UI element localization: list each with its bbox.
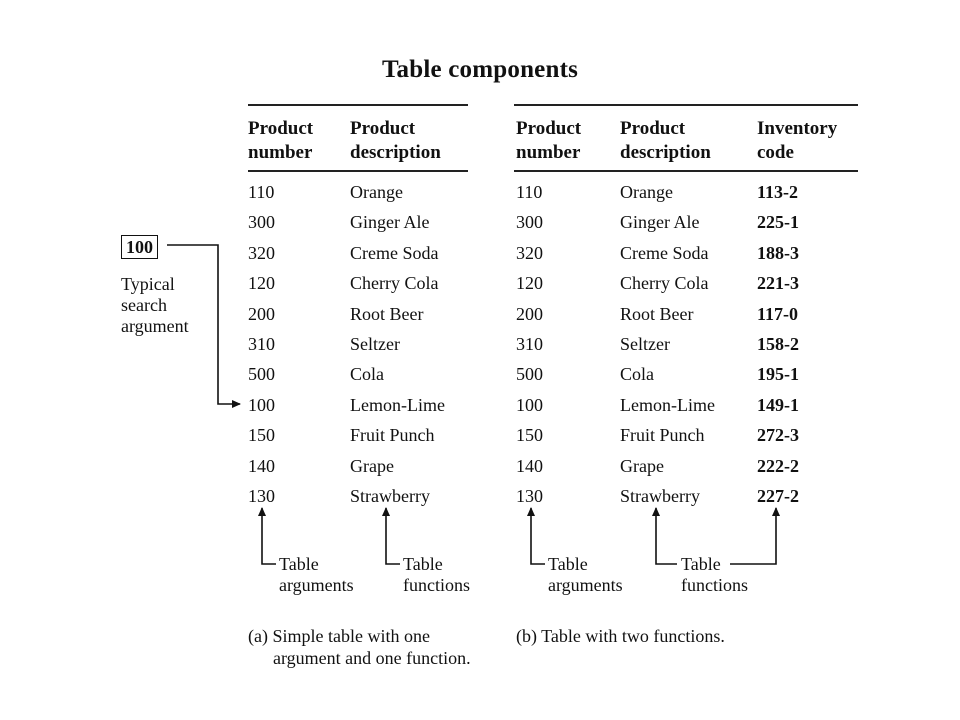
table-b-cell-r9-c2: 222-2	[757, 455, 799, 476]
table-a-cell-r3-c1: Cherry Cola	[350, 273, 439, 294]
table-b-header-product-description: Product description	[620, 118, 711, 163]
table-a-cell-r0-c0: 110	[248, 182, 275, 202]
table-a-cell-r4-c0: 200	[248, 303, 275, 324]
table-b-cell-r3-c1: Cherry Cola	[620, 273, 709, 294]
table-b-cell-r4-c2: 117-0	[757, 303, 799, 324]
diagram-title: Table components	[381, 56, 579, 83]
table-b-caption: (b) Table with two functions.	[516, 626, 725, 646]
table-b-top-rule	[514, 104, 858, 106]
table-b-cell-r4-c0: 200	[516, 303, 543, 324]
table-b-cell-r7-c1: Lemon-Lime	[620, 394, 715, 415]
table-b-cell-r8-c2: 272-3	[757, 425, 799, 446]
table-a-cell-r2-c0: 320	[248, 242, 275, 263]
table-b-cell-r10-c2: 227-2	[757, 486, 799, 506]
table-b-cell-r10-c1: Strawberry	[620, 486, 700, 506]
table-a-cell-r5-c1: Seltzer	[350, 334, 400, 354]
table-b-cell-r0-c2: 113-2	[757, 182, 799, 202]
table-b-cell-r3-c2: 221-3	[757, 273, 799, 294]
table-b-arguments-arrow	[531, 508, 545, 564]
table-a-cell-r8-c1: Fruit Punch	[350, 425, 435, 446]
table-a-top-rule	[248, 104, 468, 106]
table-a-cell-r1-c1: Ginger Ale	[350, 212, 430, 233]
table-b-cell-r7-c2: 149-1	[757, 394, 799, 415]
table-a-cell-r7-c0: 100	[248, 394, 275, 415]
table-a-functions-arrow	[386, 508, 400, 564]
table-a-cell-r10-c0: 130	[248, 486, 275, 506]
table-a-cell-r2-c1: Creme Soda	[350, 242, 439, 263]
table-a-cell-r5-c0: 310	[248, 334, 275, 354]
table-b-cell-r2-c2: 188-3	[757, 242, 799, 263]
table-b-functions-label: Table functions	[681, 554, 748, 595]
table-b-cell-r2-c0: 320	[516, 242, 543, 263]
table-a-cell-r1-c0: 300	[248, 212, 275, 233]
table-b-cell-r2-c1: Creme Soda	[620, 242, 709, 263]
table-b-cell-r0-c0: 110	[516, 182, 543, 202]
table-a-functions-label: Table functions	[403, 554, 470, 595]
table-b-cell-r5-c1: Seltzer	[620, 334, 670, 354]
table-b-header-product-number: Product number	[516, 118, 582, 163]
table-a-arguments-label: Table arguments	[279, 554, 354, 595]
table-b-cell-r1-c0: 300	[516, 212, 543, 233]
table-a-cell-r8-c0: 150	[248, 425, 275, 446]
table-b-cell-r4-c1: Root Beer	[620, 303, 694, 324]
table-b-cell-r0-c1: Orange	[620, 182, 673, 202]
table-a-cell-r6-c1: Cola	[350, 364, 384, 385]
search-argument-label: Typical search argument	[121, 274, 189, 336]
table-a-cell-r9-c0: 140	[248, 455, 275, 476]
table-b-cell-r9-c1: Grape	[620, 455, 664, 476]
table-b-cell-r8-c0: 150	[516, 425, 543, 446]
table-b-header-inventory-code: Inventory code	[757, 118, 838, 163]
search-argument-box: 100	[121, 235, 158, 259]
table-b-cell-r10-c0: 130	[516, 486, 543, 506]
table-b-header-rule	[514, 170, 858, 172]
table-b-cell-r6-c0: 500	[516, 364, 543, 385]
table-a-cell-r9-c1: Grape	[350, 455, 394, 476]
table-a-cell-r4-c1: Root Beer	[350, 303, 424, 324]
table-a-header-product-description: Product description	[350, 118, 441, 163]
table-b-cell-r6-c2: 195-1	[757, 364, 799, 385]
table-b-cell-r5-c0: 310	[516, 334, 543, 354]
table-a-cell-r7-c1: Lemon-Lime	[350, 394, 445, 415]
table-b-cell-r9-c0: 140	[516, 455, 543, 476]
table-b-functions-arrow-description	[656, 508, 677, 564]
table-b-cell-r1-c2: 225-1	[757, 212, 799, 233]
table-a-header-rule	[248, 170, 468, 172]
table-b-cell-r3-c0: 120	[516, 273, 543, 294]
table-b-cell-r7-c0: 100	[516, 394, 543, 415]
table-b-cell-r1-c1: Ginger Ale	[620, 212, 700, 233]
table-b-cell-r5-c2: 158-2	[757, 334, 799, 354]
table-a-cell-r3-c0: 120	[248, 273, 275, 294]
table-a-cell-r10-c1: Strawberry	[350, 486, 430, 506]
table-b-arguments-label: Table arguments	[548, 554, 623, 595]
table-b-cell-r6-c1: Cola	[620, 364, 654, 385]
table-a-header-product-number: Product number	[248, 118, 314, 163]
table-a-cell-r6-c0: 500	[248, 364, 275, 385]
table-a-caption: (a) Simple table with one argument and one function.	[248, 626, 471, 668]
table-a-cell-r0-c1: Orange	[350, 182, 403, 202]
table-b-cell-r8-c1: Fruit Punch	[620, 425, 705, 446]
table-a-arguments-arrow	[262, 508, 276, 564]
